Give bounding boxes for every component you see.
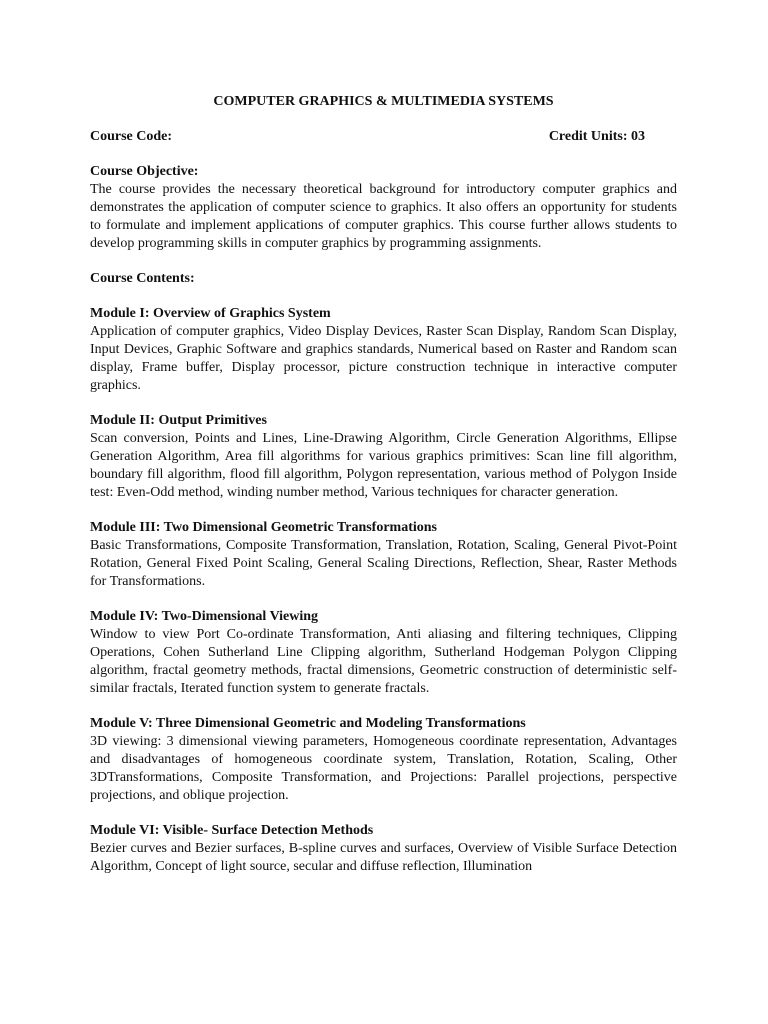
contents-heading: Course Contents: bbox=[90, 271, 195, 286]
module-1-heading: Module I: Overview of Graphics System bbox=[90, 306, 331, 321]
credit-units: Credit Units: 03 bbox=[548, 129, 645, 144]
module-5-heading: Module V: Three Dimensional Geometric and Modeling Transformations bbox=[90, 716, 526, 731]
module-6-heading: Module VI: Visible- Surface Detection Methods bbox=[90, 823, 374, 838]
module-6-text: Bezier curves and Bezier surfaces, B-spline curves and surfaces, Overview of Visible Surface Detection Algorithm, Concept of light source, secular and diffuse reflection, Illumination bbox=[90, 841, 677, 874]
objective-text: The course provides the necessary theoretical background for introductory computer graphics and demonstrates the application of computer science to graphics. It also offers an opportunity for students to formulate and implement applications of computer graphics. This course further allows students to develop programming skills in computer graphics by programming assignments. bbox=[90, 182, 677, 251]
document-title: COMPUTER GRAPHICS & MULTIMEDIA SYSTEMS bbox=[213, 94, 554, 109]
spacer bbox=[90, 288, 677, 305]
module-2-heading: Module II: Output Primitives bbox=[90, 413, 267, 428]
module-4-heading: Module IV: Two-Dimensional Viewing bbox=[90, 609, 319, 624]
module-4-text: Window to view Port Co-ordinate Transformation, Anti aliasing and filtering techniques, Clipping Operations, Cohen Sutherland Line Clipping algorithm, Sutherland Hodgeman Polygon Clipping algorithm, fractal geometry methods, fractal dimensions, Geometric construction of deterministic self-similar fractals, Iterated function system to generate fractals. bbox=[90, 627, 677, 696]
module-5-text: 3D viewing: 3 dimensional viewing parameters, Homogeneous coordinate representation, Advantages and disadvantages of homogeneous coordinate system, Translation, Rotation, Scaling, Other 3DTransformations, Composite Transformation, and Projections: Parallel projections, perspective projections, and oblique projection. bbox=[90, 734, 677, 803]
module-1-text: Application of computer graphics, Video Display Devices, Raster Scan Display, Random Scan Display, Input Devices, Graphic Software and graphics standards, Numerical based on Raster and Random scan display, Frame buffer, Display processor, picture construction technique in interactive computer graphics. bbox=[90, 324, 677, 393]
document-page bbox=[90, 93, 677, 893]
objective-heading: Course Objective: bbox=[90, 164, 199, 179]
module-3-text: Basic Transformations, Composite Transformation, Translation, Rotation, Scaling, General Pivot-Point Rotation, General Fixed Point Scaling, General Scaling Directions, Reflection, Shear, Raster Methods for Transformations. bbox=[90, 538, 677, 589]
module-3-heading: Module III: Two Dimensional Geometric Transformations bbox=[90, 520, 438, 535]
module-2-text: Scan conversion, Points and Lines, Line-Drawing Algorithm, Circle Generation Algorithms, Ellipse Generation Algorithm, Area fill algorithms for various graphics primitives: Scan line fill algorithm, boundary fill algorithm, flood fill algorithm, Polygon representation, various method of Polygon Inside test: Even-Odd method, winding number method, Various techniques for character generation. bbox=[90, 431, 677, 500]
course-code-label: Course Code: bbox=[90, 129, 173, 144]
course-code-row bbox=[90, 128, 677, 146]
